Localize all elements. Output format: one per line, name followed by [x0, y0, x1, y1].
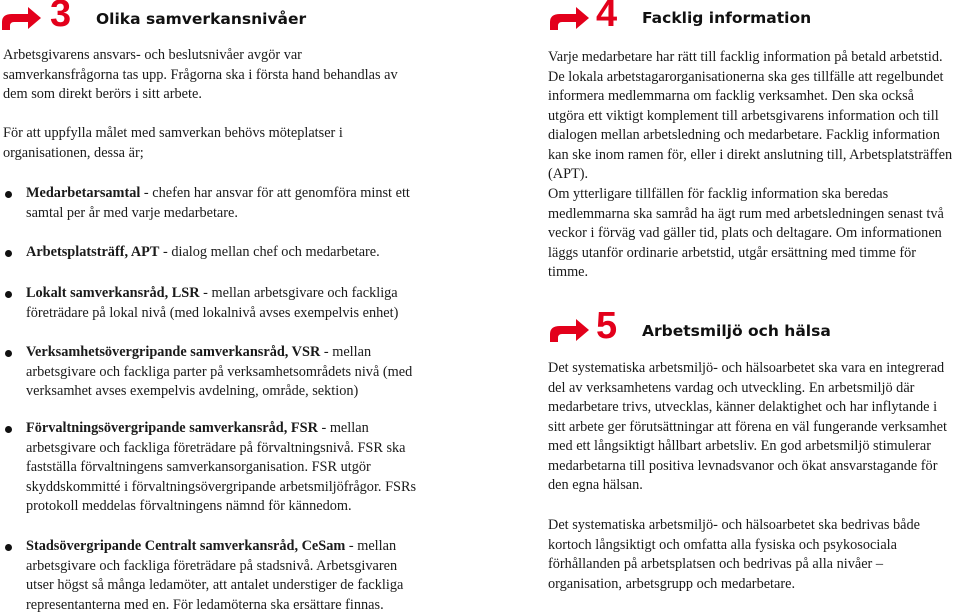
list-item-label: Stadsövergripande Centralt samverkansråd, CeSam [26, 538, 346, 554]
list-item-text: - chefen har ansvar för att genomföra minst ett samtal per år med varje medarbetare. [26, 185, 410, 221]
list-item [26, 284, 418, 323]
list-item-text: - mellan arbetsgivare och fackliga företrädare på lokal nivå (med lokalnivå avses exempelvis enhet) [26, 285, 399, 321]
bullet-dot-icon [5, 250, 12, 257]
list-item-text: - dialog mellan chef och medarbetare. [159, 244, 380, 260]
section-title: Arbetsmiljö och hälsa [642, 322, 831, 340]
section-number: 4 [596, 0, 618, 35]
section-4-header [548, 0, 958, 34]
list-item-text: - mellan arbetsgivare och fackliga parter på verksamhetsområdets nivå (med verksamhet avses exempelvis avdelning, område, sektion) [26, 344, 413, 399]
section-4-paragraph: Om ytterligare tillfällen för facklig information ska beredas medlemmarna ska samråd ha ägt rum med arbetsledningen senast två veckor i förväg vad gäller tid, plats och deltagare. Om informationen läggs utanför ordinarie arbetstid, utgår ersättning med timme för timme. [548, 186, 944, 280]
bullet-dot-icon [5, 291, 12, 298]
section-5-paragraph: Det systematiska arbetsmiljö- och hälsoarbetet ska vara en integrerad del av verksamhetens vardag och utveckling. En arbetsmiljö där medarbetare trivs, utvecklas, känner delaktighet och har inflytande i sitt arbete ger förutsättningar att förena en väl fungerande verksamhet med ett långsiktigt hållbart arbetsliv. En god arbetsmiljö stimulerar medarbetarna till positiva levnadsvanor och ökat ansvarstagande för den egna hälsan. [548, 360, 947, 493]
section-number: 3 [50, 0, 72, 35]
curved-arrow-icon [0, 4, 42, 32]
list-item [26, 343, 418, 402]
list-item-text: - mellan arbetsgivare och fackliga företrädare på förvaltningsnivå. FSR ska fastställa förvaltningens samverkansorganisation. FSR utgör skyddskommitté i förvaltningsövergripande arbetsmiljöfrågor. FSRs protokoll meddelas förvaltningens nämnd för kännedom. [26, 420, 417, 514]
list-item [26, 184, 424, 223]
list-item-label: Lokalt samverkansråd, LSR [26, 285, 200, 301]
section-number: 5 [596, 305, 618, 347]
list-item-label: Förvaltningsövergripande samverkansråd, FSR [26, 420, 318, 436]
list-item [26, 243, 424, 263]
section-4-paragraph: Varje medarbetare har rätt till facklig information på betald arbetstid. De lokala arbetstagarorganisationerna ska ges tillfälle att regelbundet informera medlemmarna om facklig verksamhet. Den ska också utgöra ett viktigt komplement till arbetsgivarens information och till dialogen mellan arbetsledning och medarbetare. Facklig information kan ske inom ramen för, eller i direkt anslutning till, Arbetsplatsträffen (APT). [548, 49, 953, 182]
list-item-label: Arbetsplatsträff, APT [26, 244, 160, 260]
section-3-header [0, 0, 440, 34]
bullet-dot-icon [5, 426, 12, 433]
bullet-dot-icon [5, 191, 12, 198]
list-item-label: Medarbetarsamtal [26, 185, 141, 201]
section-3-intro: Arbetsgivarens ansvars- och beslutsnivåer avgör var samverkansfrågorna tas upp. Frågorna ska i första hand behandlas av dem som direkt berörs i sitt arbete. [3, 47, 398, 102]
section-title: Facklig information [642, 9, 812, 27]
bullet-dot-icon [5, 544, 12, 551]
section-5-header [548, 305, 958, 347]
curved-arrow-icon [548, 316, 590, 344]
bullet-dot-icon [5, 350, 12, 357]
list-item [26, 419, 418, 517]
curved-arrow-icon [548, 4, 590, 32]
list-item [26, 537, 418, 615]
list-item-text: - mellan arbetsgivare och fackliga företrädare på stadsnivå. Arbetsgivaren utser högst så många ledamöter, att antalet understiger de fackliga representanterna med en. För ledamöterna ska ersättare finnas. [26, 538, 404, 613]
list-item-label: Verksamhetsövergripande samverkansråd, VSR [26, 344, 321, 360]
section-3-lead: För att uppfylla målet med samverkan behövs möteplatser i organisationen, dessa är; [3, 125, 343, 161]
section-title: Olika samverkansnivåer [96, 10, 307, 28]
section-5-paragraph: Det systematiska arbetsmiljö- och hälsoarbetet ska bedrivas både kortoch långsiktigt och omfatta alla fysiska och psykosociala förhållanden på arbetsplatsen och bedrivas på alla nivåer – organisation, arbetsgrupp och medarbetare. [548, 517, 920, 592]
